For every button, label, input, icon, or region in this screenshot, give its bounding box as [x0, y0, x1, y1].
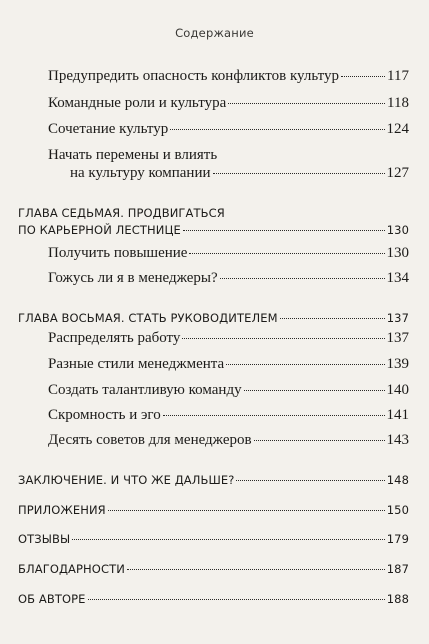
chapter-entry — [18, 473, 409, 487]
toc-entry-page: 139 — [386, 356, 409, 372]
toc-entry-title-line1: Начать перемены и влиять — [48, 147, 218, 163]
toc-entry — [48, 270, 409, 287]
dot-leader — [163, 415, 385, 416]
dot-leader — [183, 230, 385, 231]
toc-entry — [48, 121, 409, 138]
toc-entry-title: Сочетание культур — [48, 121, 169, 137]
chapter-page: 188 — [386, 592, 409, 606]
chapter-entry — [18, 503, 409, 517]
chapter-page: 148 — [386, 473, 409, 487]
dot-leader — [226, 364, 384, 365]
toc-entry-title: Распределять работу — [48, 330, 181, 346]
chapter-title-line2: ПО КАРЬЕРНОЙ ЛЕСТНИЦЕ — [18, 223, 181, 237]
toc-entry-title: Получить повышение — [48, 245, 188, 261]
chapter-title: ПРИЛОЖЕНИЯ — [18, 503, 106, 517]
page-header: Содержание — [175, 26, 254, 40]
chapter-page: 137 — [386, 311, 409, 325]
dot-leader — [88, 599, 385, 600]
chapter-page: 187 — [386, 562, 409, 576]
toc-entry — [48, 68, 409, 85]
toc-entry-page: 124 — [386, 121, 409, 137]
dot-leader — [244, 390, 385, 391]
chapter-entry — [18, 592, 409, 606]
toc-entry-page: 140 — [386, 382, 409, 398]
chapter-page: 150 — [386, 503, 409, 517]
dot-leader — [213, 173, 385, 174]
dot-leader — [108, 510, 385, 511]
toc-entry — [48, 382, 409, 399]
dot-leader — [72, 539, 385, 540]
chapter-entry — [18, 562, 409, 576]
toc-entry-page: 127 — [386, 165, 409, 181]
chapter-page: 130 — [386, 223, 409, 237]
dot-leader — [127, 569, 385, 570]
toc-entry — [70, 165, 409, 182]
chapter-entry — [18, 311, 409, 325]
toc-entry-title: Командные роли и культура — [48, 95, 227, 111]
chapter-page: 179 — [386, 532, 409, 546]
dot-leader — [254, 440, 385, 441]
chapter-title-line1: ГЛАВА СЕДЬМАЯ. ПРОДВИГАТЬСЯ — [18, 206, 225, 220]
toc-entry-page: 143 — [386, 432, 409, 448]
toc-entry-page: 130 — [386, 245, 409, 261]
toc-entry-page: 134 — [386, 270, 409, 286]
toc-entry — [48, 245, 409, 262]
toc-entry-title: Скромность и эго — [48, 407, 161, 423]
chapter-entry — [18, 532, 409, 546]
chapter-title: ОБ АВТОРЕ — [18, 592, 86, 606]
chapter-title: ЗАКЛЮЧЕНИЕ. И ЧТО ЖЕ ДАЛЬШЕ? — [18, 473, 235, 487]
dot-leader — [236, 480, 384, 481]
toc-entry-title: Гожусь ли я в менеджеры? — [48, 270, 218, 286]
toc-entry — [48, 356, 409, 373]
toc-entry-title-line2: на культуру компании — [70, 165, 211, 181]
chapter-title: ОТЗЫВЫ — [18, 532, 71, 546]
toc-entry-title: Разные стили менеджмента — [48, 356, 225, 372]
dot-leader — [228, 103, 385, 104]
toc-entry — [48, 330, 409, 347]
dot-leader — [220, 278, 385, 279]
chapter-entry — [18, 223, 409, 237]
toc-entry — [48, 95, 409, 112]
toc-entry-page: 117 — [387, 68, 409, 84]
toc-entry-title: Создать талантливую команду — [48, 382, 242, 398]
chapter-title: ГЛАВА ВОСЬМАЯ. СТАТЬ РУКОВОДИТЕЛЕМ — [18, 311, 278, 325]
dot-leader — [182, 338, 384, 339]
toc-entry-page: 137 — [386, 330, 409, 346]
dot-leader — [341, 76, 385, 77]
dot-leader — [189, 253, 384, 254]
dot-leader — [170, 129, 384, 130]
toc-entry — [48, 432, 409, 449]
toc-entry — [48, 407, 409, 424]
toc-entry-page: 118 — [387, 95, 409, 111]
toc-entry-title: Предупредить опасность конфликтов культур — [48, 68, 339, 84]
chapter-title: БЛАГОДАРНОСТИ — [18, 562, 125, 576]
toc-entry-page: 141 — [386, 407, 409, 423]
dot-leader — [280, 318, 385, 319]
toc-entry-title: Десять советов для менеджеров — [48, 432, 252, 448]
